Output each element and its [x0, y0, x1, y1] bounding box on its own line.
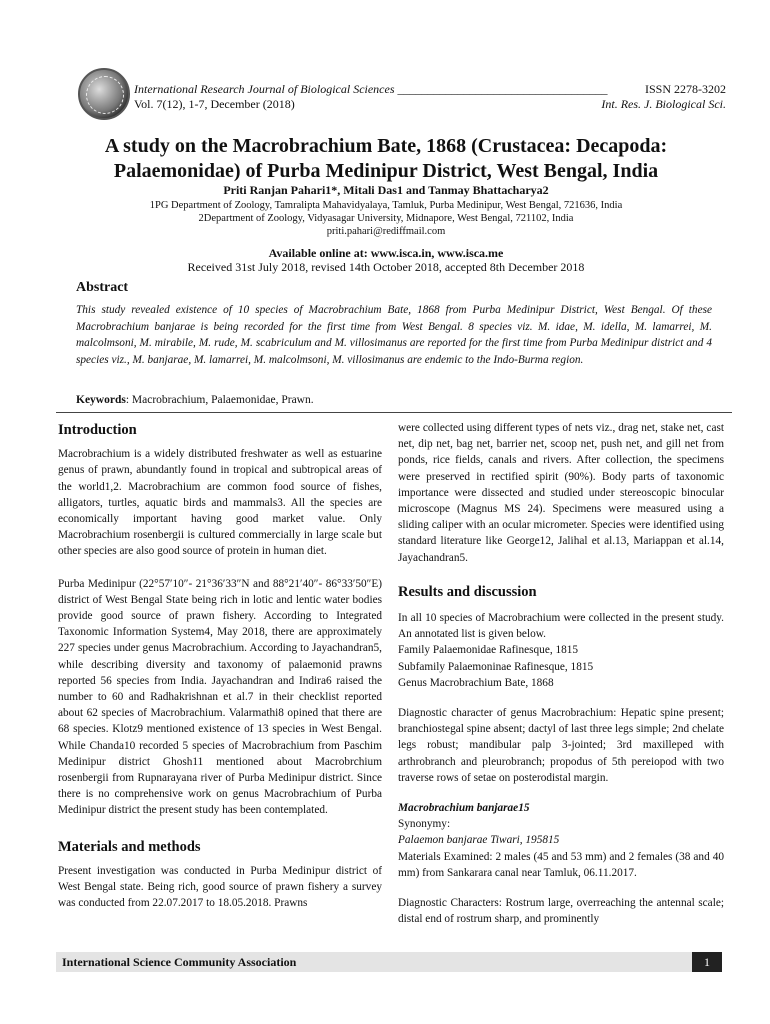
email[interactable]: priti.pahari@rediffmail.com [326, 226, 446, 237]
left-column [58, 422, 382, 911]
intro-heading: Introduction [58, 422, 137, 438]
species-heading: Macrobrachium banjarae15 [398, 802, 530, 815]
title-line-1: A study on the Macrobrachium Bate, 1868 (Crustacea: Decapoda: [104, 135, 668, 157]
availability [60, 246, 712, 274]
results-heading: Results and discussion [398, 583, 537, 600]
synonym: Palaemon banjarae Tiwari, 195815 [398, 834, 560, 847]
journal-logo [78, 68, 130, 120]
intro-paragraph-2: Purba Medinipur (22°57′10″- 21°36′33″N and 88°21′40″- 86°33′50″E) district of West Bengal State being rich in lotic and lentic water bodies provide good source of prawn fishery. According to Integrated Taxonomic Information System4, May 2018, there are approximately 227 species under genus Macrobrachium. According to Jayachandran5, while describing diversity and taxonomy of palaemonid prawns reported 56 species from India. Jayachandran and Indira6 raised the number to 60 and Radhakrishnan et al.7 in their checklist reported about 62 species of Macrobrachium. Valarmathi8 opined that there are 68 species. Klotz9 mentioned existence of 13 species in West Bengal. While Chanda10 recorded 5 species of Macrobrachium from Paschim Medinipur district Ghosh11 mentioned about Macrobrchium rosenbergii from Rupnarayana river of Purba Medinipur district. Since there is no comprehensive work on genus Macrobrachium of Purba Medinipur district the present study has been contemplated. [58, 577, 382, 817]
right-column [398, 420, 724, 927]
diagnostic-genus: Diagnostic character of genus Macrobrachium: Hepatic spine present; branchiostegal spine absent; dactyl of last three legs simple; 2nd chelate legs robust; mandibular palp 3-jointed; 3rd maxilleped with arthrobranch and pleurobranch; propodus of 5th pereiopod with two traverse rows of setae on posterodistal margin. [398, 707, 724, 784]
divider [56, 412, 732, 413]
paper-title [60, 134, 712, 184]
affiliation-2: 2Department of Zoology, Vidyasagar University, Midnapore, West Bengal, 721102, India [198, 213, 574, 224]
results-paragraph: In all 10 species of Macrobrachium were collected in the present study. An annotated list is given below. [398, 612, 724, 641]
subfamily-line: Subfamily Palaemoninae Rafinesque, 1815 [398, 660, 594, 673]
keywords-label: Keywords [76, 394, 126, 406]
issn: ISSN 2278-3202 [644, 82, 726, 96]
received-dates: Received 31st July 2018, revised 14th October 2018, accepted 8th December 2018 [187, 260, 585, 274]
methods-heading: Materials and methods [58, 838, 201, 855]
available-online: Available online at: www.isca.in, www.isca.me [268, 246, 504, 260]
genus-line: Genus Macrobrachium Bate, 1868 [398, 676, 554, 689]
journal-name: International Research Journal of Biological Sciences ___________________________________ [134, 82, 608, 96]
synonymy-label: Synonymy: [398, 818, 451, 831]
authors: Priti Ranjan Pahari1*, Mitali Das1 and Tanmay Bhattacharya2 [223, 183, 549, 197]
affiliations [60, 199, 712, 238]
materials-examined: Materials Examined: 2 males (45 and 53 mm) and 2 females (38 and 40 mm) from Sankarara canal near Tamluk, 06.11.2017. [398, 850, 724, 879]
methods-paragraph-2: were collected using different types of nets viz., drag net, stake net, cast net, dip net, bag net, barrier net, scoop net, push net, and gill net from ponds, rice fields, canals and rivers. After collection, the specimens were preserved in rectified spirit (90%). Body parts of taxonomic importance were dissected and studied under stereoscopic binocular microscope (Magnus MS 24). Specimens were measured using a sliding caliper with an ocular micrometer. Species were identified using standard literature like George12, Jalihal et al.13, Mariappan et al.14, Jayachandran5. [398, 422, 724, 564]
title-line-2: Palaemonidae) of Purba Medinipur District, West Bengal, India [113, 160, 659, 182]
keywords [76, 394, 314, 406]
abstract-text: This study revealed existence of 10 species of Macrobrachium Bate, 1868 from Purba Medinipur District, West Bengal. Of these Macrobrachium banjarae is being recorded for the first time from West Bengal. 8 species viz. M. idae, M. idella, M. lamarrei, M. malcolmsoni, M. mirabile, M. rude, M. scabriculum and M. villosimanus are reported for the first time from Purba Medinipur district and 4 species viz., M. banjarae, M. lamarrei, M. malcolmsoni, M. villosimanus are endemic to the Indo-Burma region. [76, 304, 712, 366]
footer-text: International Science Community Association [62, 955, 297, 969]
intro-paragraph-1: Macrobrachium is a widely distributed freshwater as well as estuarine genus of prawn, abundantly found in tropical and subtropical areas of the world1,2. Macrobrachium are common food source of fishes, alligators, turtles, aquatic birds and mammals3. All the species are economically important having good market value. Only Macrobrachium rosenbergii is cultured commercially in large scale but other species are also good source of protein in human diet. [58, 448, 382, 558]
volume-info: Vol. 7(12), 1-7, December (2018) [134, 97, 295, 111]
methods-paragraph-1: Present investigation was conducted in Purba Medinipur district of West Bengal state. Being rich, good source of prawn fishery a survey was conducted from 22.07.2017 to 18.05.2018. Prawns [58, 864, 382, 910]
journal-abbrev: Int. Res. J. Biological Sci. [601, 97, 726, 111]
diagnostic-characters: Diagnostic Characters: Rostrum large, overreaching the antennal scale; distal end of rostrum sharp, and prominently [398, 897, 724, 926]
family-line: Family Palaemonidae Rafinesque, 1815 [398, 644, 579, 657]
abstract-heading: Abstract [76, 280, 129, 295]
affiliation-1: 1PG Department of Zoology, Tamralipta Mahavidyalaya, Tamluk, Purba Medinipur, West Bengal, 721636, India [149, 200, 623, 211]
keywords-list: : Macrobrachium, Palaemonidae, Prawn. [125, 394, 314, 406]
page-number: 1 [692, 952, 722, 972]
